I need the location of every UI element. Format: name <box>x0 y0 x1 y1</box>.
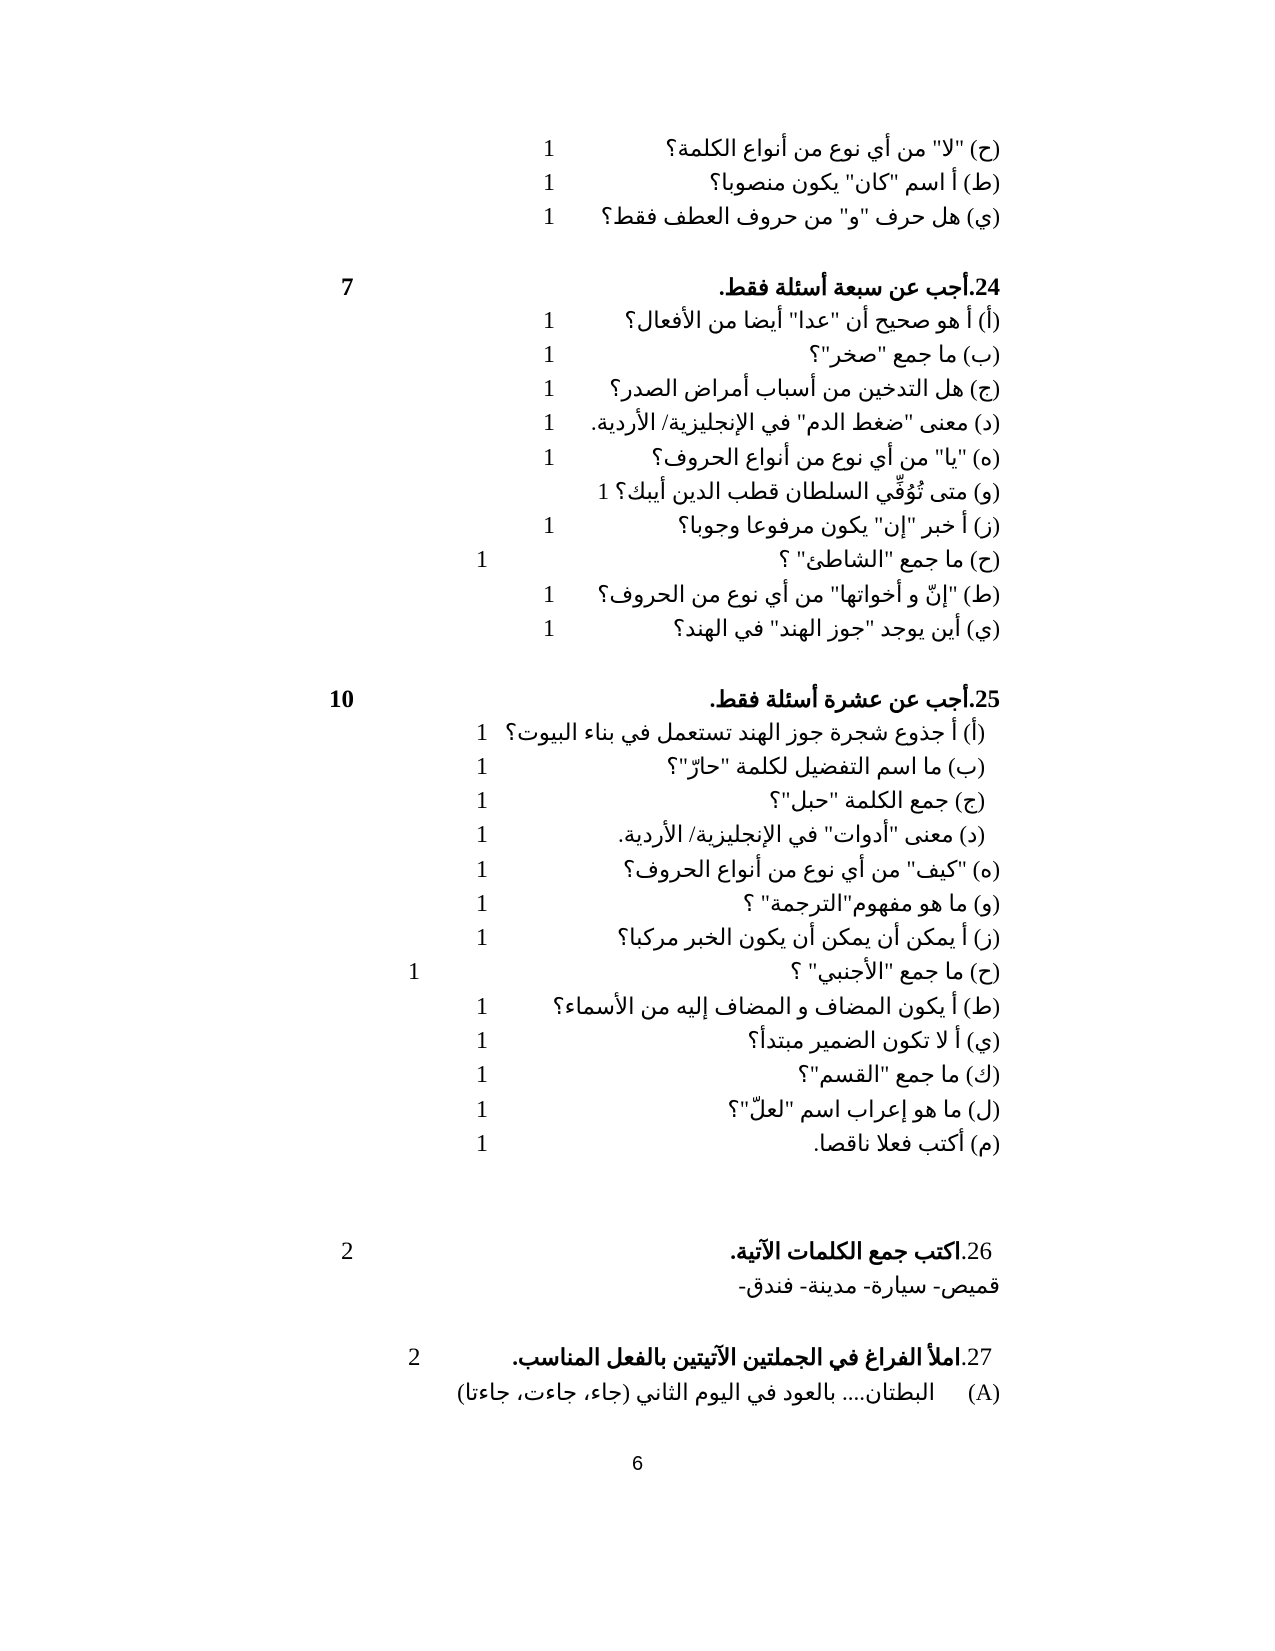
q23-item-y: (ي) هل حرف "و" من حروف العطف فقط؟ <box>600 204 1000 229</box>
q24-item-yy: (ي) أين يوجد "جوز الهند" في الهند؟ <box>672 616 1000 641</box>
q25-total-marks: 10 <box>329 686 354 713</box>
q26-word-list: قميص- سيارة- مدينة- فندق- <box>738 1273 1000 1298</box>
q24-item-j-mark: 1 <box>543 376 555 402</box>
q24-item-hh-mark: 1 <box>476 547 488 573</box>
q24-item-d: (د) معنى "ضغط الدم" في الإنجليزية/ الأردية. <box>590 410 1000 435</box>
q24-item-b: (ب) ما جمع "صخر"؟ <box>808 342 1000 367</box>
q25-number: 25. <box>968 686 1000 713</box>
q25-item-a-mark: 1 <box>476 720 488 746</box>
q25-item-b-mark: 1 <box>476 754 488 780</box>
q27-heading <box>512 1342 992 1374</box>
q24-item-h-mark: 1 <box>543 445 555 471</box>
q24-item-d-mark: 1 <box>543 410 555 436</box>
q24-item-z: (ز) أ خبر "إن" يكون مرفوعا وجوبا؟ <box>677 513 1000 538</box>
q27-total-marks: 2 <box>408 1344 421 1371</box>
q25-item-l-mark: 1 <box>476 1097 488 1123</box>
q25-item-m: (م) أكتب فعلا ناقصا. <box>813 1131 1000 1156</box>
q25-item-tt-mark: 1 <box>476 994 488 1020</box>
q24-item-w: (و) متى تُوُفِّي السلطان قطب الدين أيبك؟ 1 <box>597 479 1000 504</box>
q26-number: 26. <box>960 1238 992 1265</box>
page-number: 6 <box>631 1453 644 1475</box>
q25-title: أجب عن عشرة أسئلة فقط. <box>709 687 969 712</box>
q23-item-y-mark: 1 <box>543 204 555 230</box>
q24-item-a-mark: 1 <box>543 308 555 334</box>
q24-item-b-mark: 1 <box>543 342 555 368</box>
q26-total-marks: 2 <box>341 1238 354 1265</box>
q26-title: اكتب جمع الكلمات الآتية. <box>730 1239 961 1264</box>
q23-item-t: (ط) أ اسم "كان" يكون منصوبا؟ <box>709 170 1000 195</box>
q25-item-l: (ل) ما هو إعراب اسم "لعلّ"؟ <box>727 1097 1000 1122</box>
q24-total-marks: 7 <box>341 274 354 301</box>
q24-item-z-mark: 1 <box>543 513 555 539</box>
q27-item-a-text: البطتان.... بالعود في اليوم الثاني (جاء، جاءت، جاءتا) <box>457 1380 935 1405</box>
q23-item-t-mark: 1 <box>543 170 555 196</box>
q25-item-a: (أ) أ جذوع شجرة جوز الهند تستعمل في بناء البيوت؟ <box>504 720 985 745</box>
q25-item-z-mark: 1 <box>476 925 488 951</box>
q23-item-h-mark: 1 <box>543 136 555 162</box>
q24-heading <box>719 272 1000 304</box>
q25-item-j: (ج) جمع الكلمة "حبل"؟ <box>768 788 985 813</box>
q25-item-j-mark: 1 <box>476 788 488 814</box>
q25-heading <box>710 684 1000 716</box>
q24-item-yy-mark: 1 <box>543 616 555 642</box>
q25-item-d-mark: 1 <box>476 822 488 848</box>
q27-item-a-label: (A) <box>968 1380 1000 1405</box>
q24-title: أجب عن سبعة أسئلة فقط. <box>718 275 969 300</box>
q24-item-tt-mark: 1 <box>543 582 555 608</box>
q25-item-yy: (ي) أ لا تكون الضمير مبتدأ؟ <box>747 1028 1000 1053</box>
q24-number: 24. <box>968 274 1000 301</box>
q25-item-tt: (ط) أ يكون المضاف و المضاف إليه من الأسماء؟ <box>552 994 1000 1019</box>
q24-item-a: (أ) أ هو صحيح أن "عدا" أيضا من الأفعال؟ <box>624 308 1000 333</box>
q25-item-z: (ز) أ يمكن أن يمكن أن يكون الخبر مركبا؟ <box>616 925 1000 950</box>
q25-item-h-mark: 1 <box>476 857 488 883</box>
q25-item-m-mark: 1 <box>476 1131 488 1157</box>
q25-item-hh: (ح) ما جمع "الأجنبي" ؟ <box>789 959 1000 984</box>
q26-heading <box>730 1236 992 1268</box>
q24-item-j: (ج) هل التدخين من أسباب أمراض الصدر؟ <box>609 376 1000 401</box>
q25-item-h: (ه) "كيف" من أي نوع من أنواع الحروف؟ <box>622 857 1000 882</box>
q25-item-b: (ب) ما اسم التفضيل لكلمة "حارّ"؟ <box>666 754 985 779</box>
q25-item-d: (د) معنى "أدوات" في الإنجليزية/ الأردية. <box>617 822 985 847</box>
q24-item-tt: (ط) "إنّ و أخواتها" من أي نوع من الحروف؟ <box>597 582 1000 607</box>
q25-item-yy-mark: 1 <box>476 1028 488 1054</box>
q24-item-h: (ه) "يا" من أي نوع من أنواع الحروف؟ <box>651 445 1000 470</box>
q25-item-k: (ك) ما جمع "القسم"؟ <box>797 1062 1000 1087</box>
q25-item-k-mark: 1 <box>476 1062 488 1088</box>
q25-item-w-mark: 1 <box>476 891 488 917</box>
q24-item-hh: (ح) ما جمع "الشاطئ" ؟ <box>778 547 1000 572</box>
q25-item-hh-mark: 1 <box>408 959 420 985</box>
q27-title: املأ الفراغ في الجملتين الآتيتين بالفعل المناسب. <box>512 1345 961 1370</box>
q27-number: 27. <box>960 1344 992 1371</box>
q23-item-h: (ح) "لا" من أي نوع من أنواع الكلمة؟ <box>665 136 1000 161</box>
q25-item-w: (و) ما هو مفهوم"الترجمة" ؟ <box>742 891 1000 916</box>
